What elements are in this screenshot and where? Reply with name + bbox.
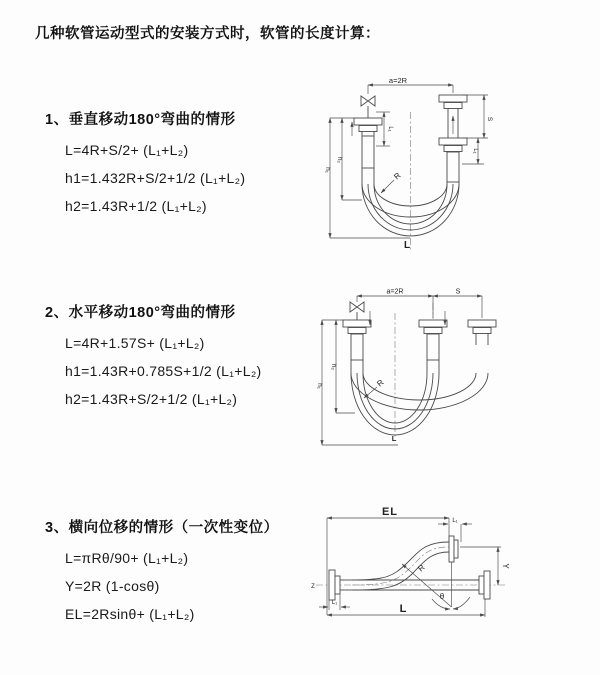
flange [468, 320, 496, 327]
braided-hose-section [427, 334, 439, 360]
braided-hose-section [362, 136, 374, 168]
middle-pipe-position-1 [419, 320, 447, 373]
dimension-l [327, 599, 485, 617]
section-2-heading: 2、水平移动180°弯曲的情形 [45, 305, 236, 321]
diagram-2-horizontal-180-bend [310, 283, 600, 455]
formula-3-1: L=πRθ/90+ (L₁+L₂) [65, 550, 189, 566]
right-pipe-two-positions [439, 95, 467, 184]
section-3 [45, 516, 325, 634]
flange [449, 536, 454, 562]
valve-icon [350, 302, 357, 312]
radius-label: R [375, 377, 386, 389]
left-pipe-with-valve [354, 96, 382, 184]
section-3-heading: 3、横向位移的情形（一次性变位） [45, 520, 279, 536]
dimension-el [327, 506, 449, 615]
dim-label-h2: h₂ [330, 363, 337, 371]
formula-1-1: L=4R+S/2+ (L₁+L₂) [65, 142, 189, 158]
diagram-3-lateral-displacement [300, 500, 600, 640]
dimension-a-2r [357, 289, 482, 326]
diagram-3-drawing [300, 500, 600, 640]
dim-label-a2r: a=2R [388, 76, 408, 85]
radius-label: R [392, 170, 403, 182]
section-2 [45, 301, 325, 419]
angle-label: θ [439, 592, 445, 601]
dim-label-l1-bottom: L₁ [331, 600, 338, 606]
radius-and-angle [402, 562, 470, 609]
section-1 [45, 108, 325, 226]
dim-label-l: L [403, 240, 411, 251]
dimension-heights [316, 320, 398, 445]
right-pipe-position-2 [468, 320, 496, 345]
page-title: 几种软管运动型式的安装方式时，软管的长度计算： [35, 26, 380, 42]
radius-label: R [416, 562, 427, 574]
dimension-l1-top [438, 518, 472, 542]
dim-label-s: S [455, 288, 461, 296]
braided-hose-section [447, 152, 459, 182]
formula-3-2: Y=2R (1-cosθ) [65, 578, 160, 594]
radius-callout [364, 378, 386, 398]
flange [484, 571, 490, 599]
section-1-heading: 1、垂直移动180°弯曲的情形 [45, 112, 236, 128]
left-pipe-with-valve [343, 302, 371, 373]
formula-3-3: EL=2Rsinθ+ (L₁+L₂) [65, 606, 195, 622]
dim-label-l1-left: L₁ [387, 126, 393, 132]
formula-1-3: h2=1.43R+1/2 (L₁+L₂) [65, 198, 207, 214]
dim-label-s: S [486, 116, 493, 122]
flange [419, 320, 447, 327]
flange [439, 138, 467, 145]
dimension-l1-left [376, 112, 393, 146]
formula-2-3: h2=1.43R+S/2+1/2 (L₁+L₂) [65, 391, 238, 407]
formula-2-2: h1=1.43R+0.785S+1/2 (L₁+L₂) [65, 363, 262, 379]
flange [354, 118, 382, 125]
radius-callout [381, 171, 403, 193]
diagram-2-drawing [310, 283, 600, 455]
braided-hose-section [351, 334, 363, 360]
flange [329, 570, 335, 600]
dim-label-el: EL [381, 506, 399, 518]
formula-1-2: h1=1.432R+S/2+1/2 (L₁+L₂) [65, 170, 246, 186]
dim-label-l: L [399, 603, 407, 615]
dim-label-a2r: a=2R [386, 288, 404, 296]
dim-label-h1: h₁ [324, 167, 331, 173]
valve-icon [361, 96, 368, 106]
dim-label-l: L [391, 434, 397, 443]
dim-label-l1-top: L₁ [452, 518, 458, 524]
dim-label-y: Y [501, 563, 510, 569]
axis-mark-label: Z [311, 584, 315, 590]
dim-label-h2: h₂ [336, 156, 343, 164]
s-curve-hose [352, 536, 458, 590]
dim-label-h1: h₁ [316, 383, 323, 389]
dimension-a-2r [368, 76, 453, 94]
flange [439, 95, 467, 102]
diagram-1-vertical-180-bend [310, 72, 595, 267]
dim-label-l1-right: L₁ [472, 148, 478, 154]
diagram-1-drawing [310, 72, 595, 267]
dimension-s-right [462, 95, 493, 164]
flange [343, 320, 371, 327]
formula-2-1: L=4R+1.57S+ (L₁+L₂) [65, 335, 205, 351]
